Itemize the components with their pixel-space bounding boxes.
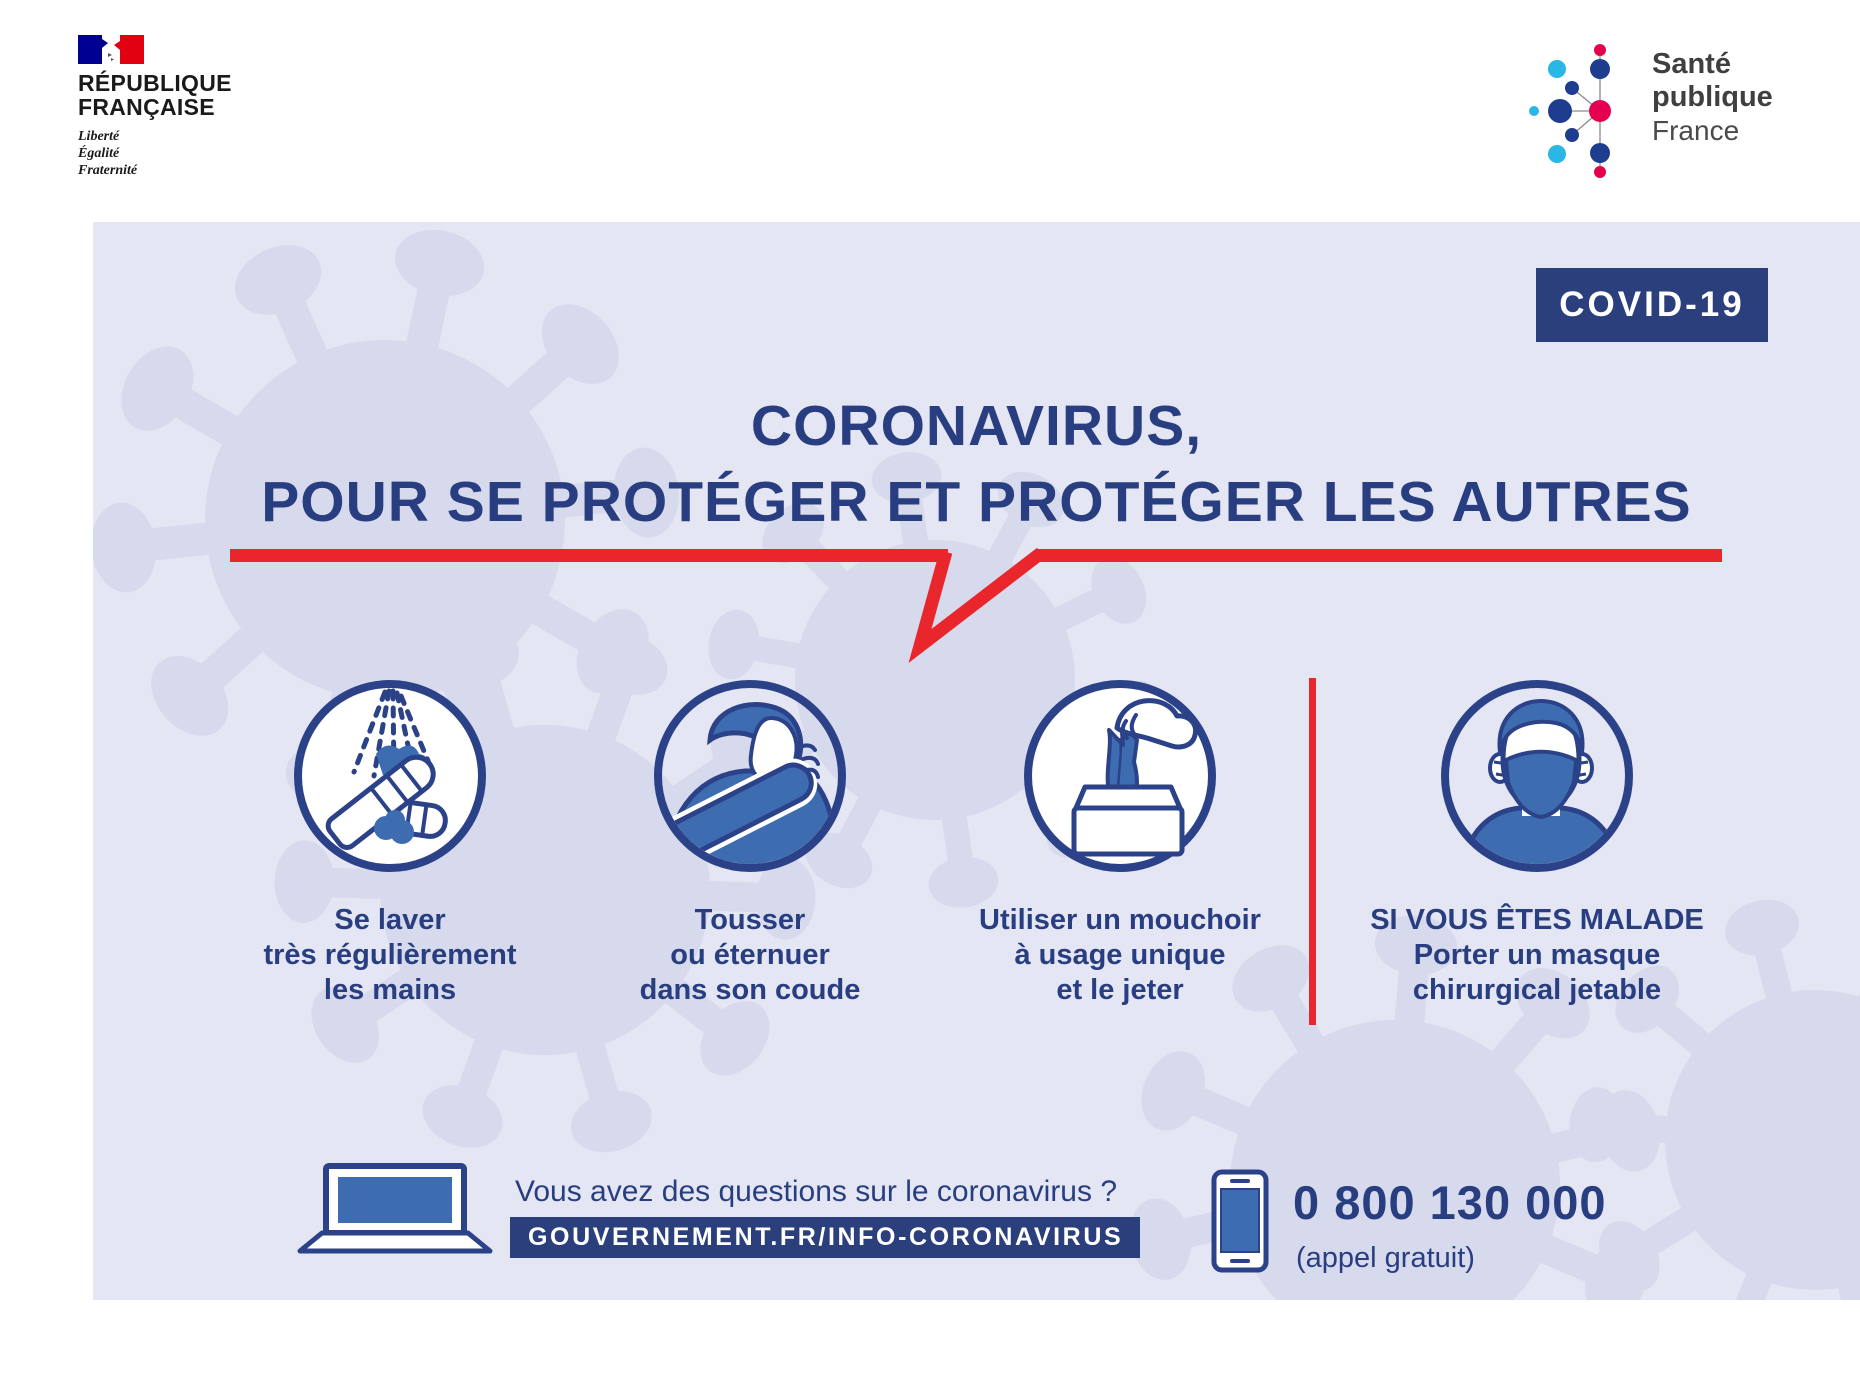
sante-publique-france-logo [1526, 30, 1773, 180]
caption-mask: SI VOUS ÊTES MALADE Porter un masque chirurgical jetable [1370, 904, 1704, 1006]
wash-hands-icon [290, 676, 490, 876]
covid-19-badge-label: COVID-19 [1559, 285, 1745, 324]
french-flag-icon [78, 35, 144, 64]
title-line-2: POUR SE PROTÉGER ET PROTÉGER LES AUTRES [261, 470, 1692, 534]
caption-cough-elbow: Tousser ou éternuer dans son coude [639, 904, 861, 1006]
website-banner [510, 1217, 1140, 1258]
title-line-1: CORONAVIRUS, [750, 394, 1203, 458]
republique-motto: Liberté Égalité Fraternité [78, 129, 138, 178]
spf-dots-icon [1526, 30, 1638, 180]
phone-number: 0 800 130 000 [1293, 1176, 1607, 1229]
republique-francaise-logo [78, 35, 232, 179]
caption-tissue: Utiliser un mouchoir à usage unique et le jeter [979, 904, 1261, 1006]
phone-note: (appel gratuit) [1296, 1242, 1475, 1274]
caption-wash-hands: Se laver très régulièrement les mains [263, 904, 517, 1006]
single-use-tissue-icon [1020, 676, 1220, 876]
question-text: Vous avez des questions sur le coronavirus ? [515, 1175, 1118, 1208]
surgical-mask-icon [1437, 676, 1637, 876]
main-panel [93, 222, 1860, 1300]
phone-icon [1211, 1169, 1269, 1273]
cough-elbow-icon [650, 676, 850, 876]
website-url: GOUVERNEMENT.FR/INFO-CORONAVIRUS [528, 1223, 1124, 1251]
republique-line1: RÉPUBLIQUE [78, 70, 232, 96]
spf-wordmark: Santé publique France [1652, 48, 1773, 146]
republique-name [78, 71, 232, 119]
laptop-icon [297, 1163, 493, 1259]
republique-line2: FRANÇAISE [78, 94, 215, 120]
